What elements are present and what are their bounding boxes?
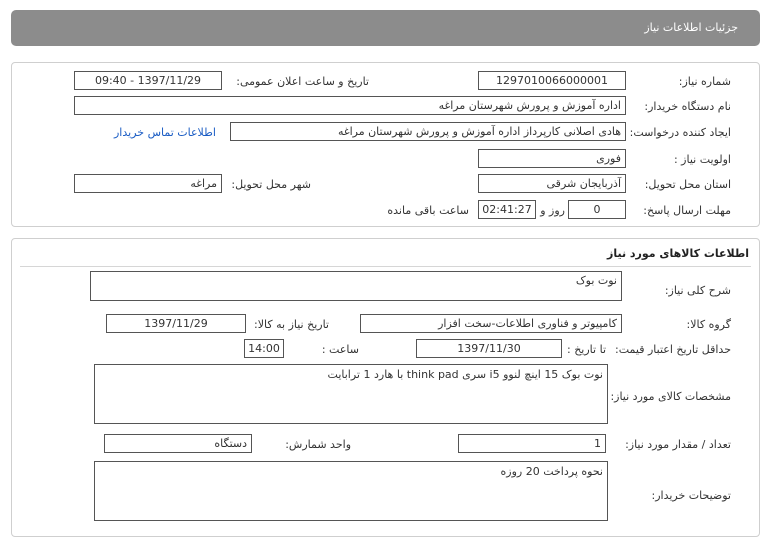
validity-time-label: ساعت : bbox=[321, 343, 359, 356]
need-date-label: تاریخ نیاز به کالا: bbox=[254, 318, 329, 331]
page-title-bar bbox=[11, 10, 760, 46]
delivery-province-field[interactable]: آذربایجان شرقی bbox=[478, 174, 626, 193]
time-remaining-label: ساعت باقی مانده bbox=[387, 204, 469, 217]
remaining-time-field[interactable]: 02:41:27 bbox=[478, 200, 536, 219]
buyer-notes-field[interactable]: نحوه پرداخت 20 روزه bbox=[94, 461, 608, 521]
goods-spec-field[interactable]: نوت بوک 15 اینچ لنوو i5 سری think pad با هارد 1 ترابایت bbox=[94, 364, 608, 424]
announce-datetime-label: تاریخ و ساعت اعلان عمومی: bbox=[236, 75, 369, 88]
buyer-org-label: نام دستگاه خریدار: bbox=[644, 100, 731, 113]
priority-label: اولویت نیاز : bbox=[673, 153, 731, 166]
price-validity-label: حداقل تاریخ اعتبار قیمت: bbox=[615, 343, 731, 356]
days-and-label: روز و bbox=[540, 204, 565, 217]
quantity-label: تعداد / مقدار مورد نیاز: bbox=[625, 438, 731, 451]
goods-group-field[interactable]: کامپیوتر و فناوری اطلاعات-سخت افزار bbox=[360, 314, 622, 333]
general-description-label: شرح کلی نیاز: bbox=[664, 284, 731, 297]
validity-time-field[interactable]: 14:00 bbox=[244, 339, 284, 358]
goods-spec-label: مشخصات کالای مورد نیاز: bbox=[610, 390, 731, 403]
goods-section-title: اطلاعات کالاهای مورد نیاز bbox=[607, 247, 749, 260]
goods-info-panel bbox=[11, 238, 760, 537]
need-info-panel bbox=[11, 62, 760, 227]
creator-label: ایجاد کننده درخواست: bbox=[629, 126, 731, 139]
need-number-label: شماره نیاز: bbox=[678, 75, 731, 88]
priority-field[interactable]: فوری bbox=[478, 149, 626, 168]
remaining-days-field[interactable]: 0 bbox=[568, 200, 626, 219]
buyer-notes-label: توضیحات خریدار: bbox=[651, 489, 731, 502]
section-divider bbox=[20, 266, 751, 267]
page-title: جزئیات اطلاعات نیاز bbox=[644, 21, 738, 34]
delivery-city-label: شهر محل تحویل: bbox=[231, 178, 311, 191]
delivery-province-label: استان محل تحویل: bbox=[644, 178, 731, 191]
unit-field[interactable]: دستگاه bbox=[104, 434, 252, 453]
until-date-label: تا تاریخ : bbox=[567, 343, 606, 356]
response-deadline-label: مهلت ارسال پاسخ: bbox=[643, 204, 731, 217]
need-date-field[interactable]: 1397/11/29 bbox=[106, 314, 246, 333]
validity-date-field[interactable]: 1397/11/30 bbox=[416, 339, 562, 358]
quantity-field[interactable]: 1 bbox=[458, 434, 606, 453]
buyer-org-field[interactable]: اداره آموزش و پرورش شهرستان مراغه bbox=[74, 96, 626, 115]
buyer-contact-link[interactable]: اطلاعات تماس خریدار bbox=[114, 126, 216, 139]
goods-group-label: گروه کالا: bbox=[686, 318, 731, 331]
need-number-field[interactable]: 1297010066000001 bbox=[478, 71, 626, 90]
unit-label: واحد شمارش: bbox=[285, 438, 351, 451]
creator-field[interactable]: هادی اصلانی کارپرداز اداره آموزش و پرورش شهرستان مراغه bbox=[230, 122, 626, 141]
announce-datetime-field[interactable]: 1397/11/29 - 09:40 bbox=[74, 71, 222, 90]
delivery-city-field[interactable]: مراغه bbox=[74, 174, 222, 193]
general-description-field[interactable]: نوت بوک bbox=[90, 271, 622, 301]
